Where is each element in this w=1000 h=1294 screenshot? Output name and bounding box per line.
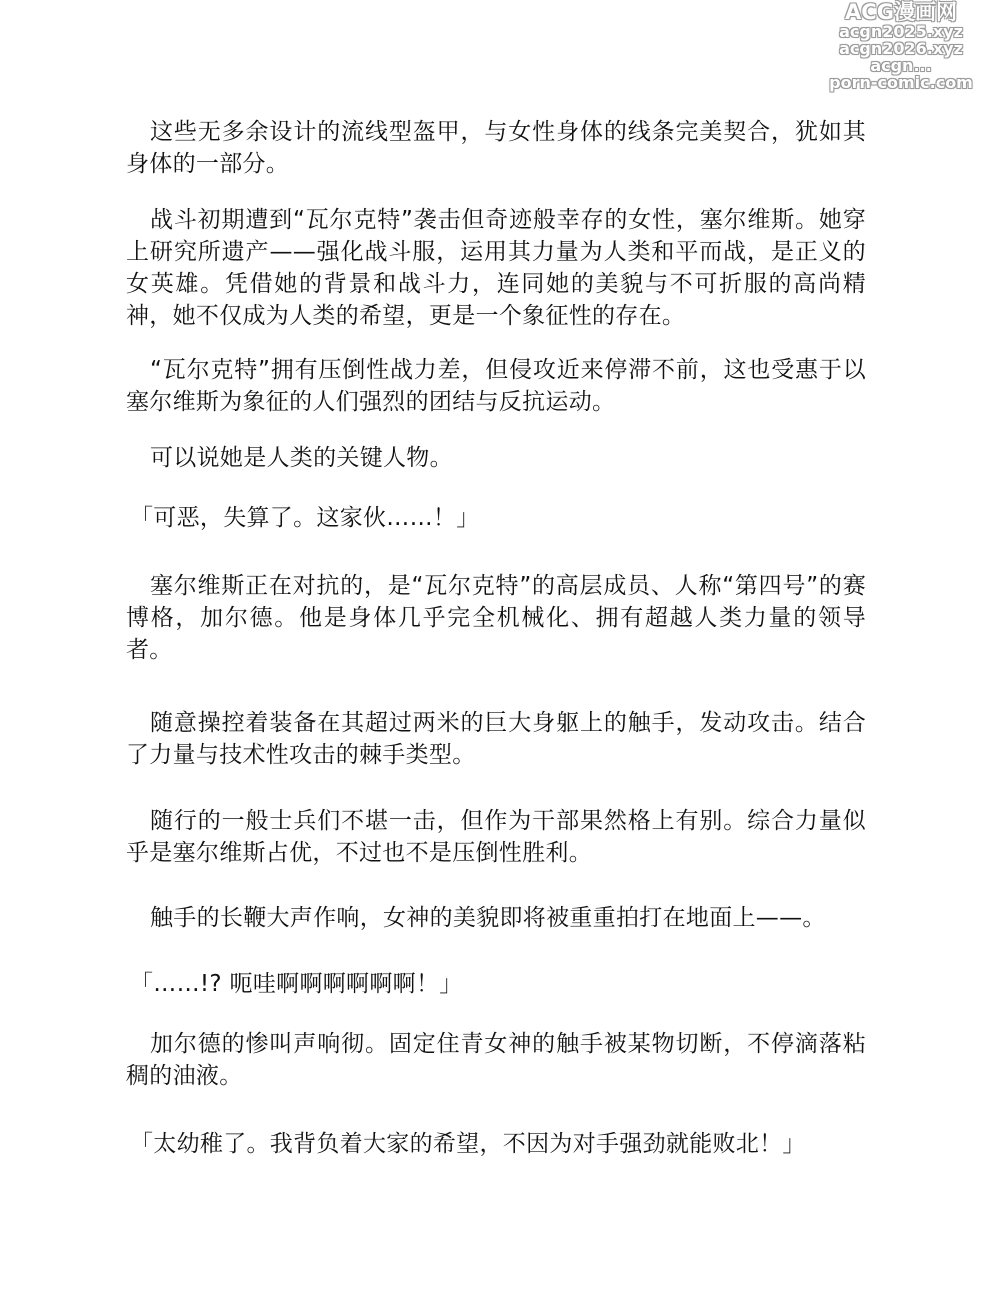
paragraph-2: 战斗初期遭到“瓦尔克特”袭击但奇迹般幸存的女性，塞尔维斯。她穿上研究所遗产——强化战斗服，运用其力量为人类和平而战，是正义的女英雄。凭借她的背景和战斗力，连同她的美貌与不可折服的高尚精神，她不仅成为人类的希望，更是一个象征性的存在。: [126, 207, 866, 329]
paragraph-5: 塞尔维斯正在对抗的，是“瓦尔克特”的高层成员、人称“第四号”的赛博格，加尔德。他是身体几乎完全机械化、拥有超越人类力量的领导者。: [126, 573, 866, 663]
paragraph-7: 随行的一般士兵们不堪一击，但作为干部果然格上有别。综合力量似乎是塞尔维斯占优，不过也不是压倒性胜利。: [126, 808, 866, 866]
paragraph-6: 随意操控着装备在其超过两米的巨大身躯上的触手，发动攻击。结合了力量与技术性攻击的棘手类型。: [126, 710, 866, 768]
watermark: [826, 2, 976, 91]
paragraph-3: “瓦尔克特”拥有压倒性战力差，但侵攻近来停滞不前，这也受惠于以塞尔维斯为象征的人们强烈的团结与反抗运动。: [126, 357, 866, 415]
paragraph-9: 加尔德的惨叫声响彻。固定住青女神的触手被某物切断，不停滴落粘稠的油液。: [126, 1031, 866, 1089]
watermark-url-1: acgn2025.xyz: [839, 22, 963, 41]
paragraph-4: 可以说她是人类的关键人物。: [150, 445, 453, 471]
paragraph-8: 触手的长鞭大声作响，女神的美貌即将被重重拍打在地面上——。: [150, 905, 826, 931]
watermark-site-name: ACG漫画网: [845, 0, 957, 24]
dialogue-3: 「太幼稚了。我背负着大家的希望，不因为对手强劲就能败北！」: [130, 1131, 806, 1157]
dialogue-2: 「……!? 呃哇啊啊啊啊啊啊！」: [130, 971, 463, 997]
dialogue-1: 「可恶，失算了。这家伙……！」: [130, 505, 480, 531]
watermark-url-3: acgn...: [870, 56, 932, 75]
paragraph-1: 这些无多余设计的流线型盔甲，与女性身体的线条完美契合，犹如其身体的一部分。: [126, 119, 866, 177]
watermark-url-4: porn-comic.com: [829, 73, 973, 92]
watermark-url-2: acgn2026.xyz: [839, 39, 963, 58]
